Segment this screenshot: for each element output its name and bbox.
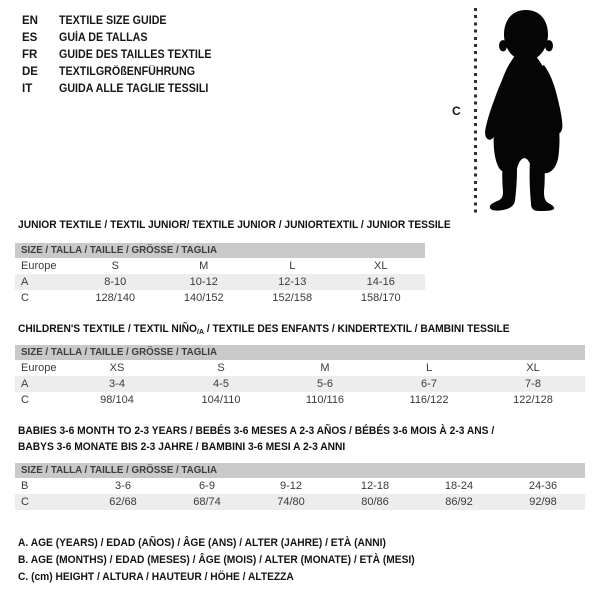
language-title-list — [22, 13, 223, 98]
row-label: A — [21, 276, 29, 288]
table-cell: 98/104 — [100, 394, 134, 406]
row-label: A — [21, 378, 29, 390]
table-cell: 3-4 — [109, 378, 125, 390]
lang-title: GUIDE DES TAILLES TEXTILE — [59, 49, 212, 61]
table-cell: 6-9 — [199, 480, 215, 492]
table-cell: 152/158 — [272, 292, 313, 304]
table-row — [15, 376, 585, 392]
row-label: C — [21, 496, 29, 508]
table-cell: 12-18 — [360, 480, 390, 492]
lang-title: GUÍA DE TALLAS — [59, 32, 148, 44]
heading-line-2: BABYS 3-6 MONATE BIS 2-3 JAHRE / BAMBINI 3-6 MESI A 2-3 ANNI — [18, 441, 346, 453]
size-header-label: SIZE / TALLA / TAILLE / GRÖSSE / TAGLIA — [21, 464, 218, 476]
table-cell: L — [425, 362, 433, 374]
table-cell: 110/116 — [305, 394, 345, 406]
lang-code: EN — [22, 15, 38, 27]
footnote-b: B. AGE (MONTHS) / EDAD (MESES) / ÂGE (MOIS) / ALTER (MONATE) / ETÀ (MESI) — [18, 554, 415, 566]
junior-section-heading: JUNIOR TEXTILE / TEXTIL JUNIOR/ TEXTILE JUNIOR / JUNIORTEXTIL / JUNIOR TESSILE — [18, 219, 451, 231]
lang-code: DE — [22, 66, 38, 78]
babies-size-table — [15, 463, 585, 510]
table-cell: 18-24 — [444, 480, 474, 492]
lang-code: FR — [22, 49, 38, 61]
table-cell: XS — [109, 362, 125, 374]
heading-text: CHILDREN'S TEXTILE / TEXTIL NIÑO — [18, 323, 198, 335]
table-row — [15, 478, 585, 494]
size-header-label: SIZE / TALLA / TAILLE / GRÖSSE / TAGLIA — [21, 244, 218, 256]
table-cell: 62/68 — [109, 496, 137, 508]
table-cell: 4-5 — [213, 378, 229, 390]
table-cell: 68/74 — [193, 496, 221, 508]
table-cell: 14-16 — [366, 276, 395, 288]
row-label: C — [21, 394, 29, 406]
table-cell: M — [199, 260, 209, 272]
table-cell: 104/110 — [201, 394, 241, 406]
table-cell: M — [320, 362, 330, 374]
lang-title: GUIDA ALLE TAGLIE TESSILI — [59, 83, 209, 95]
table-cell: 140/152 — [183, 292, 224, 304]
table-row — [15, 274, 425, 290]
lang-row-fr — [22, 47, 223, 64]
size-header-row — [15, 345, 585, 360]
table-cell: 5-6 — [317, 378, 333, 390]
lang-code: ES — [22, 32, 38, 44]
baby-silhouette-icon — [482, 8, 578, 212]
table-cell: S — [111, 260, 119, 272]
lang-title: TEXTILE SIZE GUIDE — [59, 15, 167, 27]
table-cell: 92/98 — [529, 496, 557, 508]
lang-row-es — [22, 30, 223, 47]
table-cell: 8-10 — [104, 276, 127, 288]
height-measure-line — [474, 8, 477, 213]
table-cell: 9-12 — [279, 480, 303, 492]
table-row — [15, 360, 585, 376]
footnote-legend — [18, 535, 445, 586]
lang-row-en — [22, 13, 223, 30]
table-row — [15, 392, 585, 408]
row-label: C — [21, 292, 29, 304]
table-cell: 122/128 — [513, 394, 553, 406]
children-section-heading — [18, 321, 510, 340]
lang-code: IT — [22, 83, 33, 95]
table-row — [15, 494, 585, 510]
table-cell: 3-6 — [115, 480, 131, 492]
row-label: Europe — [21, 260, 57, 272]
table-cell: 24-36 — [528, 480, 558, 492]
table-cell: XL — [526, 362, 540, 374]
table-cell: 80/86 — [361, 496, 389, 508]
babies-section-heading — [18, 423, 494, 455]
table-cell: 86/92 — [445, 496, 473, 508]
lang-title: TEXTILGRÖßENFÜHRUNG — [59, 66, 196, 78]
table-cell: L — [289, 260, 296, 272]
table-cell: 7-8 — [525, 378, 541, 390]
table-cell: 158/170 — [360, 292, 401, 304]
size-header-row — [15, 243, 425, 258]
table-cell: 128/140 — [95, 292, 136, 304]
table-cell: 74/80 — [277, 496, 305, 508]
heading-subscript: /A — [197, 327, 204, 336]
lang-row-it — [22, 81, 223, 98]
row-label: Europe — [21, 362, 57, 374]
table-row — [15, 258, 425, 274]
table-cell: S — [217, 362, 225, 374]
table-cell: 116/122 — [409, 394, 449, 406]
footnote-a: A. AGE (YEARS) / EDAD (AÑOS) / ÂGE (ANS) / ALTER (JAHRE) / ETÀ (ANNI) — [18, 537, 386, 549]
size-header-row — [15, 463, 585, 478]
table-cell: 10-12 — [189, 276, 218, 288]
heading-text: / TEXTILE DES ENFANTS / KINDERTEXTIL / BAMBINI TESSILE — [203, 323, 510, 335]
table-cell: 12-13 — [278, 276, 307, 288]
footnote-c: C. (cm) HEIGHT / ALTURA / HAUTEUR / HÖHE / ALTEZZA — [18, 571, 294, 583]
table-cell: 6-7 — [421, 378, 437, 390]
height-measure-label: C — [452, 104, 461, 118]
junior-size-table — [15, 243, 425, 306]
row-label: B — [21, 480, 29, 492]
heading-line-1: BABIES 3-6 MONTH TO 2-3 YEARS / BEBÉS 3-6 MESES A 2-3 AÑOS / BÉBÉS 3-6 MOIS À 2-3 ANS / — [18, 425, 495, 437]
table-cell: XL — [374, 260, 388, 272]
children-size-table — [15, 345, 585, 408]
table-row — [15, 290, 425, 306]
size-header-label: SIZE / TALLA / TAILLE / GRÖSSE / TAGLIA — [21, 346, 218, 358]
lang-row-de — [22, 64, 223, 81]
